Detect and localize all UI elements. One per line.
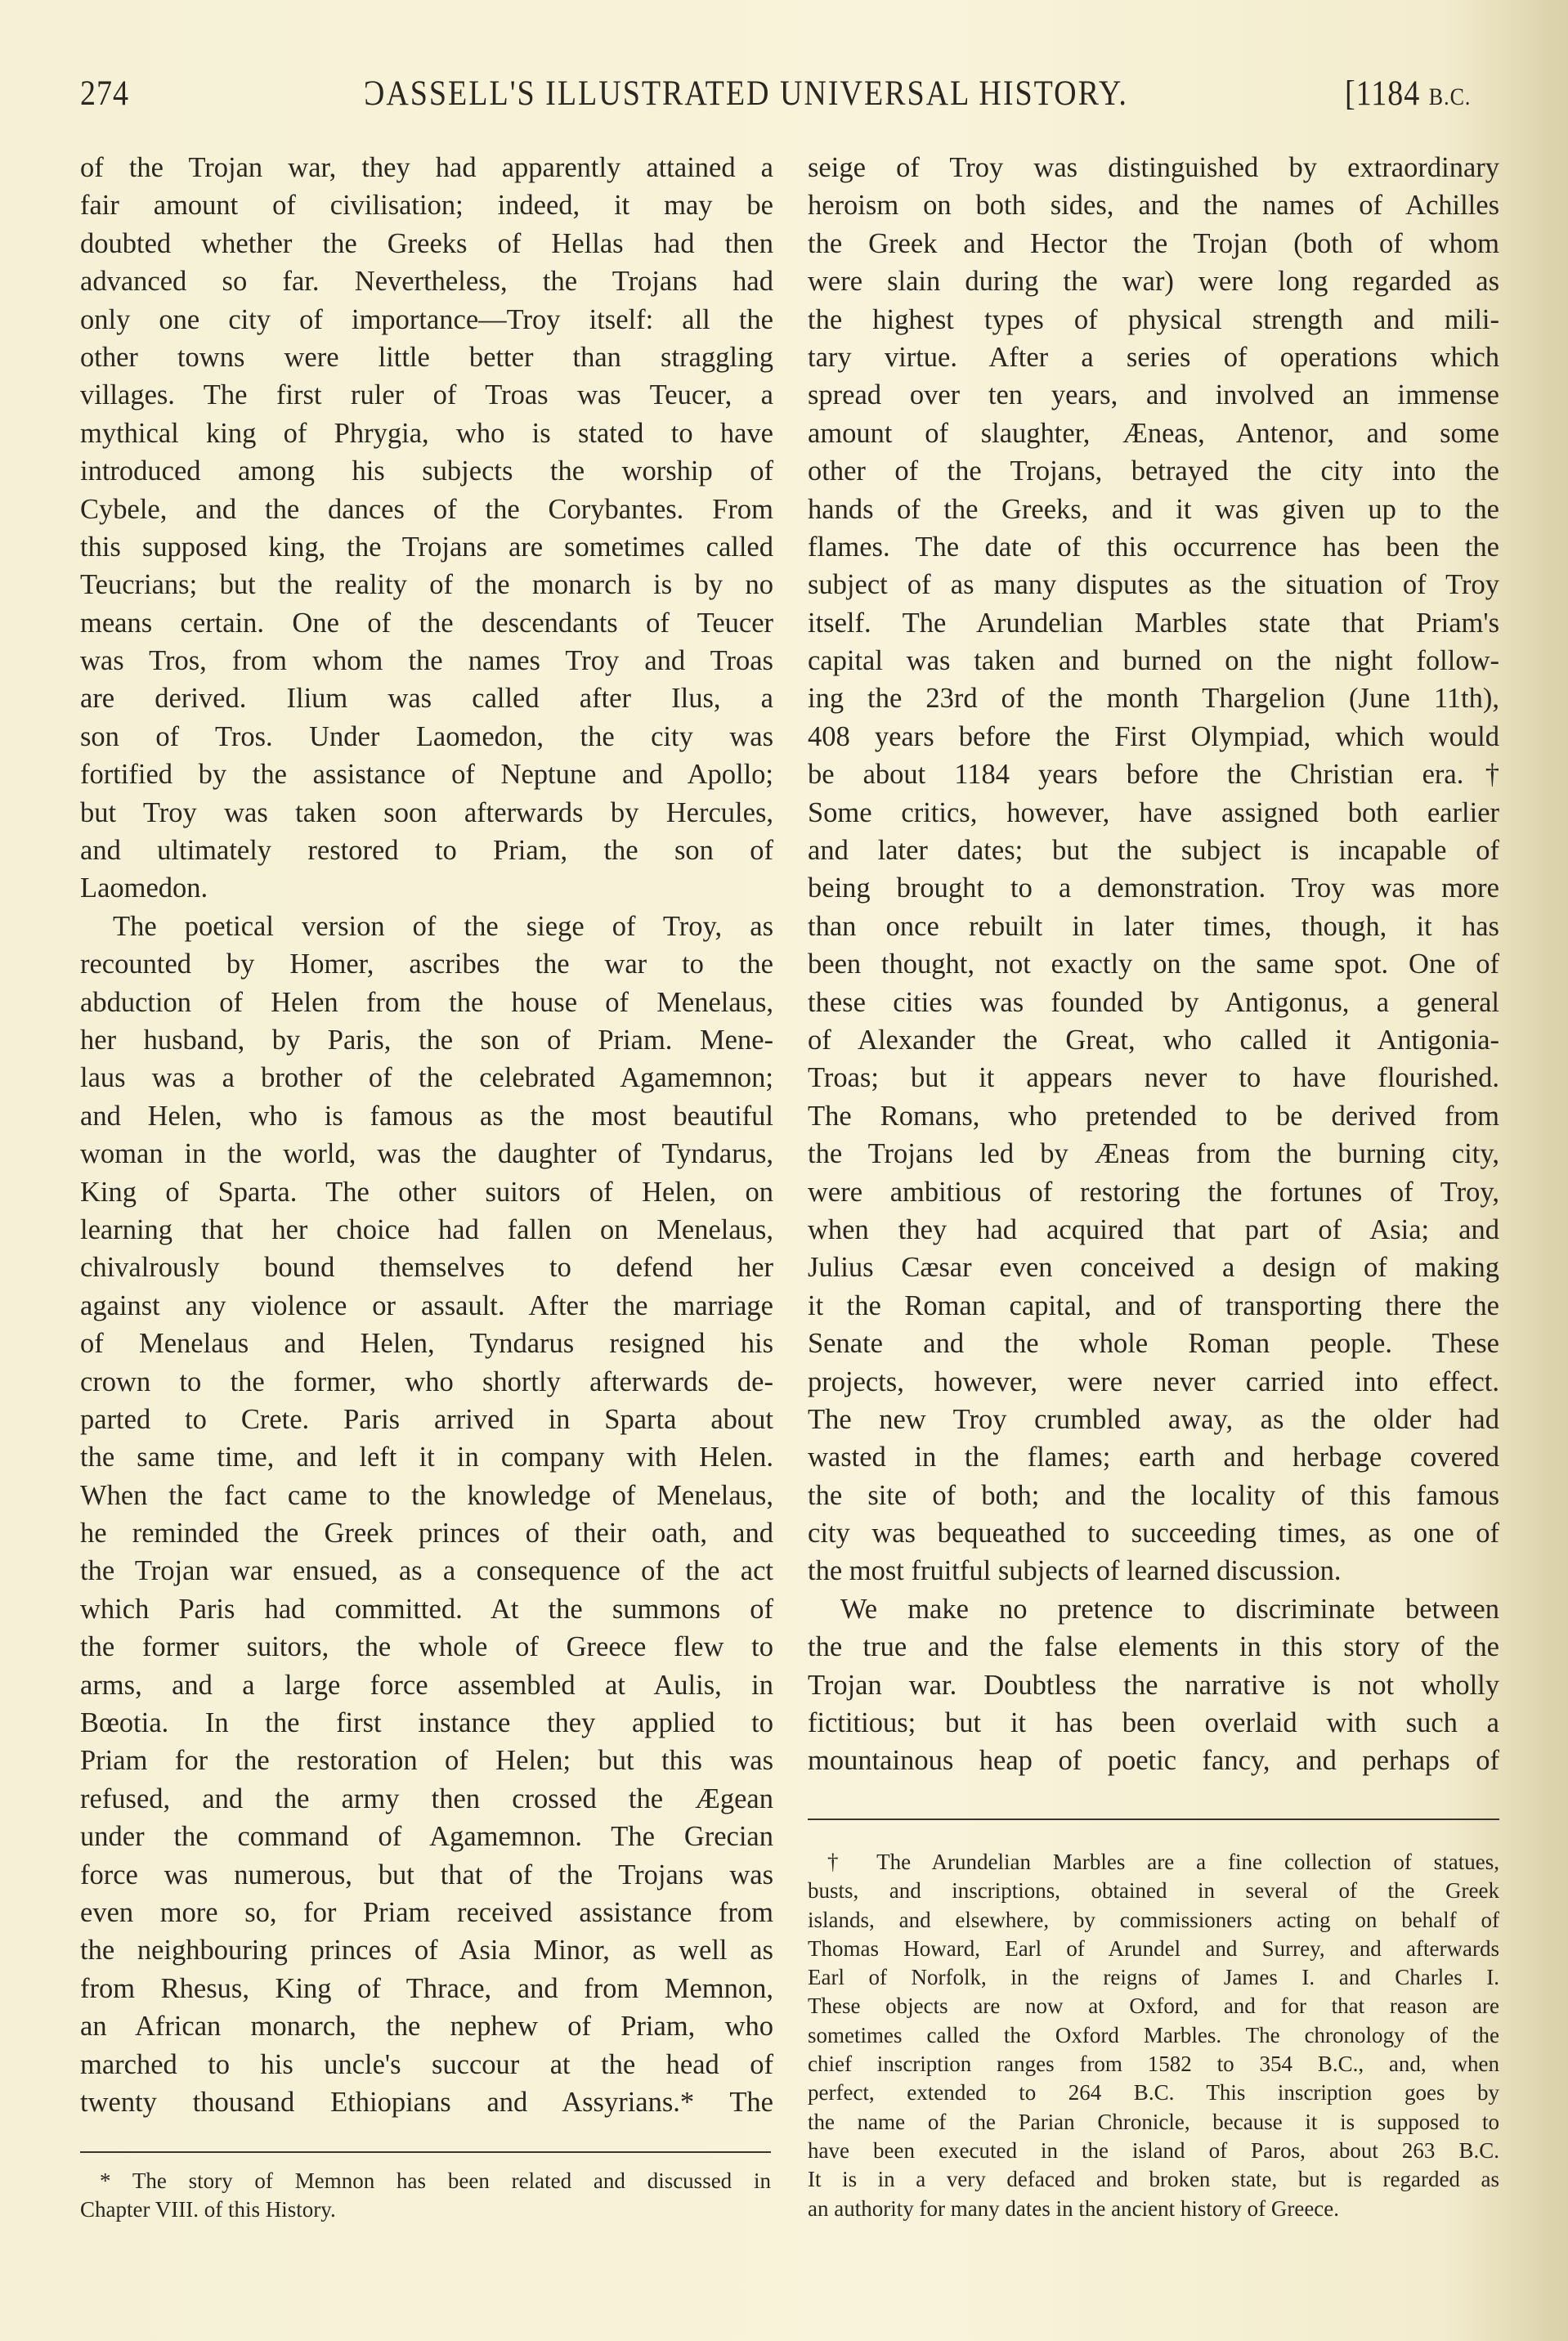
text-line: islands, and elsewhere, by commissioners acting on behalf of xyxy=(808,1907,1499,1932)
date-year: [1184 xyxy=(1345,73,1421,114)
text-line: sometimes called the Oxford Marbles. The chronology of the xyxy=(808,2022,1499,2047)
text-line: Chapter VIII. of this History. xyxy=(80,2197,336,2222)
text-line: 408 years before the First Olympiad, which would xyxy=(808,720,1499,752)
text-line: hands of the Greeks, and it was given up to the xyxy=(808,493,1499,525)
text-line: under the command of Agamemnon. The Grecian xyxy=(80,1821,773,1853)
text-line: was Tros, from whom the names Troy and Troas xyxy=(80,645,773,677)
text-line: These objects are now at Oxford, and for that reason are xyxy=(808,1993,1499,2019)
text-line: seige of Troy was distinguished by extraordinary xyxy=(808,152,1499,183)
text-line: are derived. Ilium was called after Ilus, a xyxy=(80,683,773,715)
text-line: but Troy was taken soon afterwards by Hercules, xyxy=(80,796,773,828)
text-line: the neighbouring princes of Asia Minor, as well as xyxy=(80,1935,773,1967)
text-line: recounted by Homer, ascribes the war to the xyxy=(80,949,773,980)
text-line: heroism on both sides, and the names of Achilles xyxy=(808,190,1499,222)
text-line: the former suitors, the whole of Greece flew to xyxy=(80,1631,773,1663)
text-line: tary virtue. After a series of operations which xyxy=(808,341,1499,373)
paragraph xyxy=(80,2167,771,2225)
text-line: learning that her choice had fallen on Menelaus, xyxy=(80,1213,773,1245)
paragraph xyxy=(808,1848,1499,2223)
text-line: Teucrians; but the reality of the monarch is by no xyxy=(80,569,773,601)
text-line: Thomas Howard, Earl of Arundel and Surrey, and afterwards xyxy=(808,1935,1499,1961)
text-line: an authority for many dates in the ancient history of Greece. xyxy=(808,2195,1340,2221)
right-column xyxy=(808,149,1499,1780)
date-era: B.C. xyxy=(1428,83,1472,110)
text-line: flames. The date of this occurrence has been the xyxy=(808,531,1499,563)
text-line: Cybele, and the dances of the Corybantes. From xyxy=(80,493,773,525)
text-line: doubted whether the Greeks of Hellas had then xyxy=(80,227,773,259)
paragraph xyxy=(808,1590,1499,1780)
text-line: fair amount of civilisation; indeed, it may be xyxy=(80,190,773,222)
text-line: parted to Crete. Paris arrived in Sparta about xyxy=(80,1403,773,1435)
text-line: an African monarch, the nephew of Priam, who xyxy=(80,2011,773,2043)
text-line: even more so, for Priam received assistance from xyxy=(80,1896,773,1928)
text-line: being brought to a demonstration. Troy was more xyxy=(808,872,1499,904)
text-line: King of Sparta. The other suitors of Helen, on xyxy=(80,1176,773,1208)
text-line: mountainous heap of poetic fancy, and perhaps of xyxy=(808,1745,1499,1777)
text-line: the highest types of physical strength and mili- xyxy=(808,303,1499,335)
text-line: the Greek and Hector the Trojan (both of whom xyxy=(808,227,1499,259)
text-line: the true and the false elements in this story of the xyxy=(808,1631,1499,1663)
text-line: arms, and a large force assembled at Aulis, in xyxy=(80,1669,773,1701)
text-line: and Helen, who is famous as the most beautiful xyxy=(80,1100,773,1132)
text-line: and ultimately restored to Priam, the son of xyxy=(80,835,773,867)
text-line: Trojan war. Doubtless the narrative is not wholly xyxy=(808,1669,1499,1701)
text-line: itself. The Arundelian Marbles state that Priam's xyxy=(808,607,1499,639)
text-line: her husband, by Paris, the son of Priam. Mene- xyxy=(80,1024,773,1056)
text-line: he reminded the Greek princes of their oath, and xyxy=(80,1518,773,1549)
text-line: the Trojans led by Æneas from the burning city, xyxy=(808,1138,1499,1170)
page-number: 274 xyxy=(80,73,129,114)
text-line: The Romans, who pretended to be derived from xyxy=(808,1100,1499,1132)
text-line: against any violence or assault. After the marriage xyxy=(80,1289,773,1321)
text-line: the Trojan war ensued, as a consequence of the act xyxy=(80,1555,773,1587)
text-line: than once rebuilt in later times, though, it has xyxy=(808,910,1499,942)
text-line: the site of both; and the locality of this famous xyxy=(808,1479,1499,1511)
paragraph xyxy=(80,149,773,908)
text-line: wasted in the flames; earth and herbage covered xyxy=(808,1442,1499,1473)
text-line: the name of the Parian Chronicle, because it is supposed to xyxy=(808,2109,1499,2134)
text-line: this supposed king, the Trojans are sometimes called xyxy=(80,531,773,563)
text-line: fictitious; but it has been overlaid with such a xyxy=(808,1707,1499,1739)
text-line: refused, and the army then crossed the Ægean xyxy=(80,1783,773,1814)
text-line: crown to the former, who shortly afterwards de- xyxy=(80,1366,773,1397)
text-line: Laomedon. xyxy=(80,872,208,904)
text-line: It is in a very defaced and broken state, but is regarded as xyxy=(808,2167,1499,2192)
text-line: twenty thousand Ethiopians and Assyrians.* The xyxy=(80,2086,773,2118)
text-line: subject of as many disputes as the situation of Troy xyxy=(808,569,1499,601)
text-line: were slain during the war) were long regarded as xyxy=(808,266,1499,298)
footnote-divider xyxy=(80,2151,771,2153)
text-line: villages. The first ruler of Troas was Teucer, a xyxy=(80,379,773,411)
text-line: busts, and inscriptions, obtained in several of the Greek xyxy=(808,1878,1499,1904)
text-line: and later dates; but the subject is incapable of xyxy=(808,835,1499,867)
text-line: Bœotia. In the first instance they applied to xyxy=(80,1707,773,1739)
text-line: other of the Trojans, betrayed the city into the xyxy=(808,455,1499,487)
text-line: son of Tros. Under Laomedon, the city was xyxy=(80,720,773,752)
text-line: woman in the world, was the daughter of Tyndarus, xyxy=(80,1138,773,1170)
text-line: capital was taken and burned on the night follow- xyxy=(808,645,1499,677)
text-line: were ambitious of restoring the fortunes of Troy, xyxy=(808,1176,1499,1208)
text-line: † The Arundelian Marbles are a fine collection of statues, xyxy=(827,1850,1499,1874)
text-line: When the fact came to the knowledge of Menelaus, xyxy=(80,1479,773,1511)
text-line: of the Trojan war, they had apparently attained a xyxy=(80,152,773,183)
text-line: marched to his uncle's succour at the head of xyxy=(80,2048,773,2080)
text-line: Senate and the whole Roman people. These xyxy=(808,1328,1499,1360)
paragraph xyxy=(808,149,1499,1590)
text-line: spread over ten years, and involved an immense xyxy=(808,379,1499,411)
footnote-divider xyxy=(808,1819,1499,1820)
text-line: from Rhesus, King of Thrace, and from Memnon, xyxy=(80,1972,773,2004)
text-line: been thought, not exactly on the same spot. One of xyxy=(808,949,1499,980)
date-heading xyxy=(1345,73,1471,114)
text-line: Julius Cæsar even conceived a design of making xyxy=(808,1252,1499,1284)
text-line: these cities was founded by Antigonus, a general xyxy=(808,986,1499,1018)
text-line: means certain. One of the descendants of Teucer xyxy=(80,607,773,639)
text-line: be about 1184 years before the Christian era.† xyxy=(808,759,1499,791)
text-line: ing the 23rd of the month Thargelion (June 11th), xyxy=(808,683,1499,715)
text-line: chivalrously bound themselves to defend her xyxy=(80,1252,773,1284)
text-line: of Menelaus and Helen, Tyndarus resigned his xyxy=(80,1328,773,1360)
text-line: other towns were little better than straggling xyxy=(80,341,773,373)
text-line: Earl of Norfolk, in the reigns of James I. and Charles I. xyxy=(808,1965,1499,1990)
text-line: which Paris had committed. At the summons of xyxy=(80,1593,773,1625)
paragraph xyxy=(80,908,773,2122)
text-line: advanced so far. Nevertheless, the Trojans had xyxy=(80,266,773,298)
running-title: ƆASSELL'S ILLUSTRATED UNIVERSAL HISTORY. xyxy=(364,73,1128,114)
text-line: * The story of Memnon has been related and discussed in xyxy=(100,2168,771,2193)
text-line: of Alexander the Great, who called it Antigonia- xyxy=(808,1024,1499,1056)
footnote-memnon xyxy=(80,2167,771,2225)
text-line: only one city of importance—Troy itself: all the xyxy=(80,303,773,335)
text-line: amount of slaughter, Æneas, Antenor, and some xyxy=(808,417,1499,449)
footnote-arundelian-marbles xyxy=(808,1848,1499,2223)
text-line: The new Troy crumbled away, as the older had xyxy=(808,1403,1499,1435)
text-line: projects, however, were never carried into effect. xyxy=(808,1366,1499,1397)
text-line: the same time, and left it in company with Helen. xyxy=(80,1442,773,1473)
text-line: fortified by the assistance of Neptune and Apollo; xyxy=(80,759,773,791)
text-line: chief inscription ranges from 1582 to 354 B.C., and, when xyxy=(808,2052,1499,2077)
text-line: Troas; but it appears never to have flourished. xyxy=(808,1062,1499,1094)
text-line: laus was a brother of the celebrated Agamemnon; xyxy=(80,1062,773,1094)
text-line: abduction of Helen from the house of Menelaus, xyxy=(80,986,773,1018)
text-line: Priam for the restoration of Helen; but this was xyxy=(80,1745,773,1777)
text-line: The poetical version of the siege of Troy, as xyxy=(113,910,773,942)
text-line: it the Roman capital, and of transporting there the xyxy=(808,1289,1499,1321)
text-line: the most fruitful subjects of learned discussion. xyxy=(808,1555,1342,1587)
text-line: when they had acquired that part of Asia; and xyxy=(808,1213,1499,1245)
text-line: force was numerous, but that of the Trojans was xyxy=(80,1859,773,1890)
text-line: We make no pretence to discriminate between xyxy=(840,1593,1499,1625)
text-line: introduced among his subjects the worship of xyxy=(80,455,773,487)
text-line: perfect, extended to 264 B.C. This inscription goes by xyxy=(808,2080,1499,2106)
text-line: mythical king of Phrygia, who is stated to have xyxy=(80,417,773,449)
left-column xyxy=(80,149,773,2121)
text-line: have been executed in the island of Paros, about 263 B.C. xyxy=(808,2137,1499,2163)
text-line: Some critics, however, have assigned both earlier xyxy=(808,796,1499,828)
text-line: city was bequeathed to succeeding times, as one of xyxy=(808,1518,1499,1549)
